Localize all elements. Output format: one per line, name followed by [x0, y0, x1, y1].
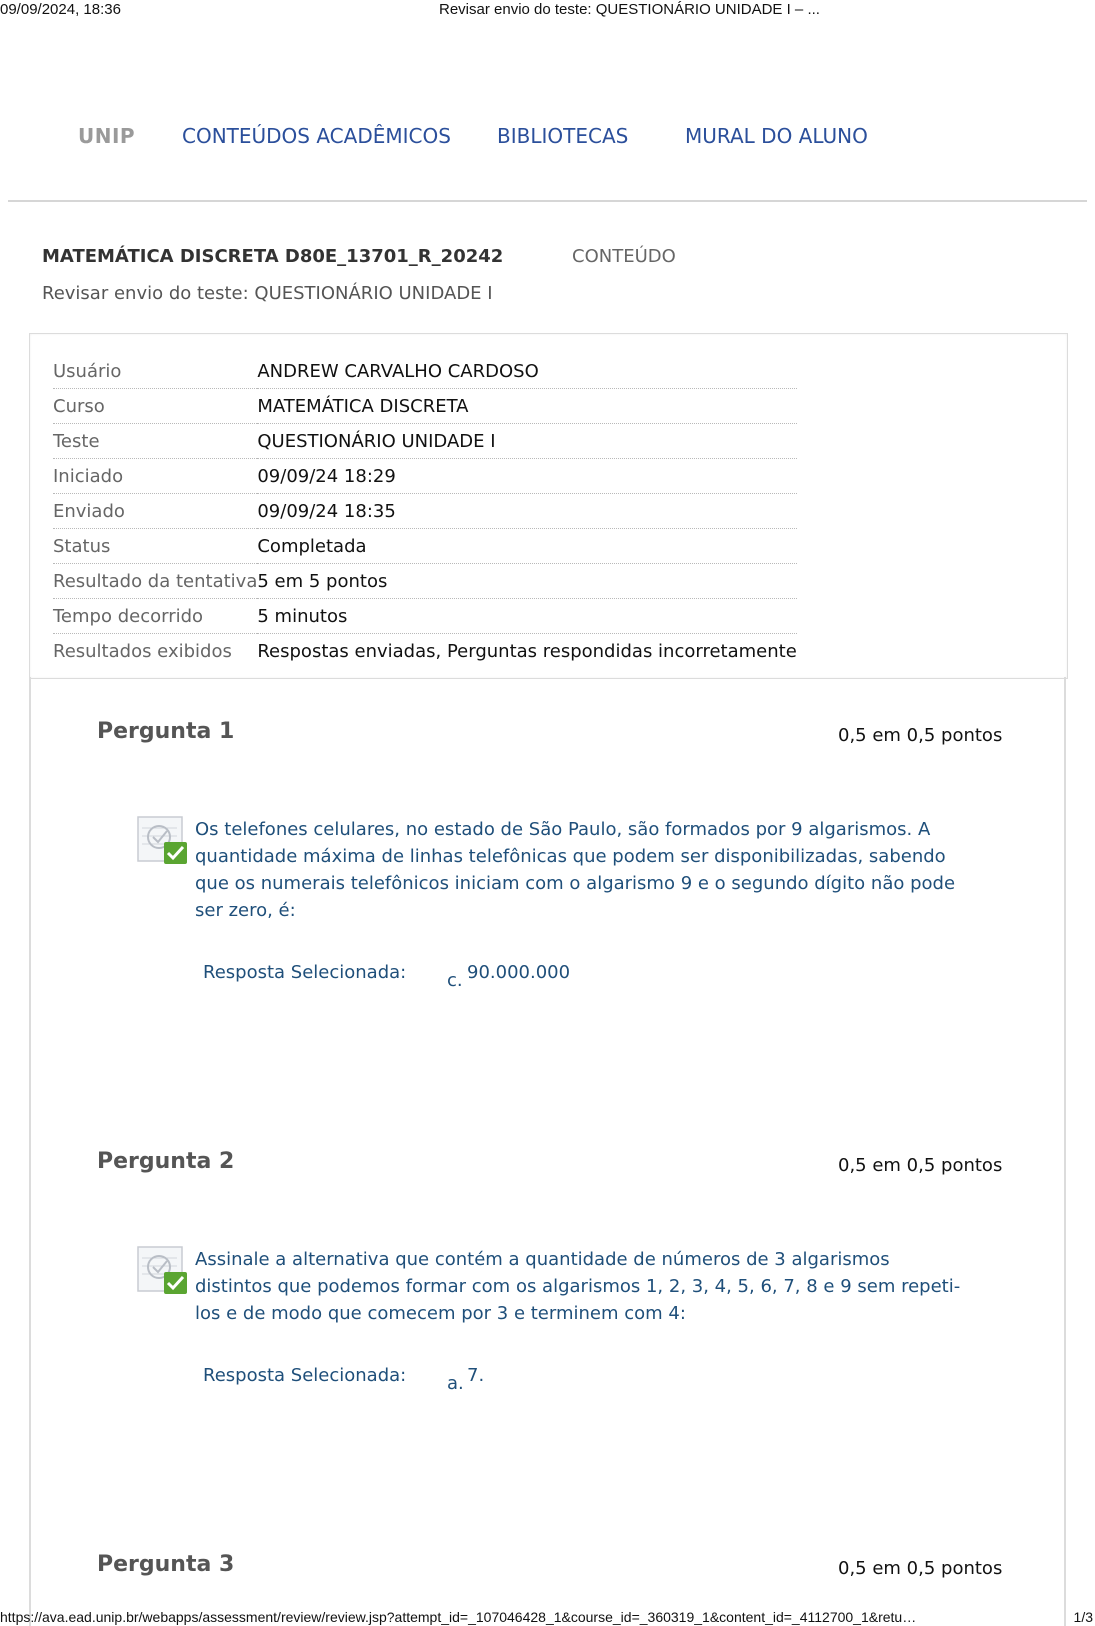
question-text-line: quantidade máxima de linhas telefônicas que podem ser disponibilizadas, sabendo — [195, 846, 946, 867]
question-2-score: 0,5 em 0,5 pontos — [838, 1155, 1003, 1176]
summary-label: Tempo decorrido — [53, 599, 257, 634]
summary-label: Teste — [53, 424, 257, 459]
page-title: Revisar envio do teste: QUESTIONÁRIO UNIDADE I — [42, 283, 493, 304]
question-1-answer-value: 90.000.000 — [467, 962, 571, 983]
summary-row — [53, 494, 797, 529]
print-date: 09/09/2024, 18:36 — [0, 1, 121, 18]
summary-label: Enviado — [53, 494, 257, 529]
course-title[interactable]: MATEMÁTICA DISCRETA D80E_13701_R_20242 — [42, 246, 504, 267]
summary-row — [53, 599, 797, 634]
summary-value: 5 minutos — [257, 599, 796, 634]
question-1-answer-label: Resposta Selecionada: — [203, 962, 407, 983]
question-text-line: distintos que podemos formar com os algarismos 1, 2, 3, 4, 5, 6, 7, 8 e 9 sem repeti- — [195, 1276, 961, 1297]
summary-value: 09/09/24 18:35 — [257, 494, 796, 529]
summary-label: Curso — [53, 389, 257, 424]
question-text-line: Os telefones celulares, no estado de São Paulo, são formados por 9 algarismos. A — [195, 819, 931, 840]
question-1-score: 0,5 em 0,5 pontos — [838, 725, 1003, 746]
print-header — [0, 0, 1095, 24]
summary-value: 5 em 5 pontos — [257, 564, 796, 599]
question-2-answer-letter: a. — [447, 1373, 464, 1394]
question-2-answer-value: 7. — [467, 1365, 485, 1386]
print-document-title: Revisar envio do teste: QUESTIONÁRIO UNIDADE I – ... — [439, 1, 820, 18]
brand-logo-text[interactable]: UNIP — [78, 124, 136, 148]
attempt-summary-table — [53, 354, 797, 668]
summary-label: Iniciado — [53, 459, 257, 494]
print-url: https://ava.ead.unip.br/webapps/assessment/review/review.jsp?attempt_id=_107046428_1&course_id=_360319_1&content_id=_4112700_1&retu… — [0, 1609, 917, 1625]
summary-value: MATEMÁTICA DISCRETA — [257, 389, 796, 424]
summary-row — [53, 529, 797, 564]
content-breadcrumb-link[interactable]: CONTEÚDO — [572, 246, 676, 267]
question-1-answer-letter: c. — [447, 970, 463, 991]
summary-row — [53, 389, 797, 424]
summary-value: 09/09/24 18:29 — [257, 459, 796, 494]
question-text-line: los e de modo que comecem por 3 e terminem com 4: — [195, 1303, 686, 1324]
question-2-title: Pergunta 2 — [97, 1149, 235, 1174]
top-navigation — [0, 124, 1095, 154]
summary-row — [53, 459, 797, 494]
question-text-line: Assinale a alternativa que contém a quantidade de números de 3 algarismos — [195, 1249, 890, 1270]
page-number: 1/3 — [1073, 1609, 1093, 1625]
summary-row — [53, 634, 797, 669]
summary-value: Respostas enviadas, Perguntas respondidas incorretamente — [257, 640, 797, 662]
correct-check-icon — [137, 816, 189, 866]
correct-check-icon — [137, 1246, 189, 1296]
question-3-title: Pergunta 3 — [97, 1552, 235, 1577]
print-footer — [0, 1609, 1095, 1626]
summary-row — [53, 564, 797, 599]
summary-value: QUESTIONÁRIO UNIDADE I — [257, 424, 796, 459]
question-1-text — [195, 816, 965, 924]
summary-label: Resultado da tentativa — [53, 564, 257, 599]
question-2-answer-label: Resposta Selecionada: — [203, 1365, 407, 1386]
summary-row — [53, 354, 797, 389]
nav-divider — [8, 200, 1087, 202]
nav-conteudos-academicos[interactable]: CONTEÚDOS ACADÊMICOS — [182, 124, 451, 148]
question-2-text — [195, 1246, 965, 1327]
summary-value: Completada — [257, 529, 796, 564]
attempt-summary-panel — [29, 333, 1068, 679]
question-1-title: Pergunta 1 — [97, 719, 235, 744]
summary-value: ANDREW CARVALHO CARDOSO — [257, 354, 796, 389]
question-text-line: ser zero, é: — [195, 900, 296, 921]
summary-label: Status — [53, 529, 257, 564]
nav-bibliotecas[interactable]: BIBLIOTECAS — [497, 124, 629, 148]
question-text-line: que os numerais telefônicos iniciam com o algarismo 9 e o segundo dígito não pode — [195, 873, 956, 894]
summary-label: Usuário — [53, 354, 257, 389]
nav-mural-do-aluno[interactable]: MURAL DO ALUNO — [685, 124, 868, 148]
summary-row — [53, 424, 797, 459]
question-3-score: 0,5 em 0,5 pontos — [838, 1558, 1003, 1579]
summary-label: Resultados exibidos — [53, 640, 232, 662]
